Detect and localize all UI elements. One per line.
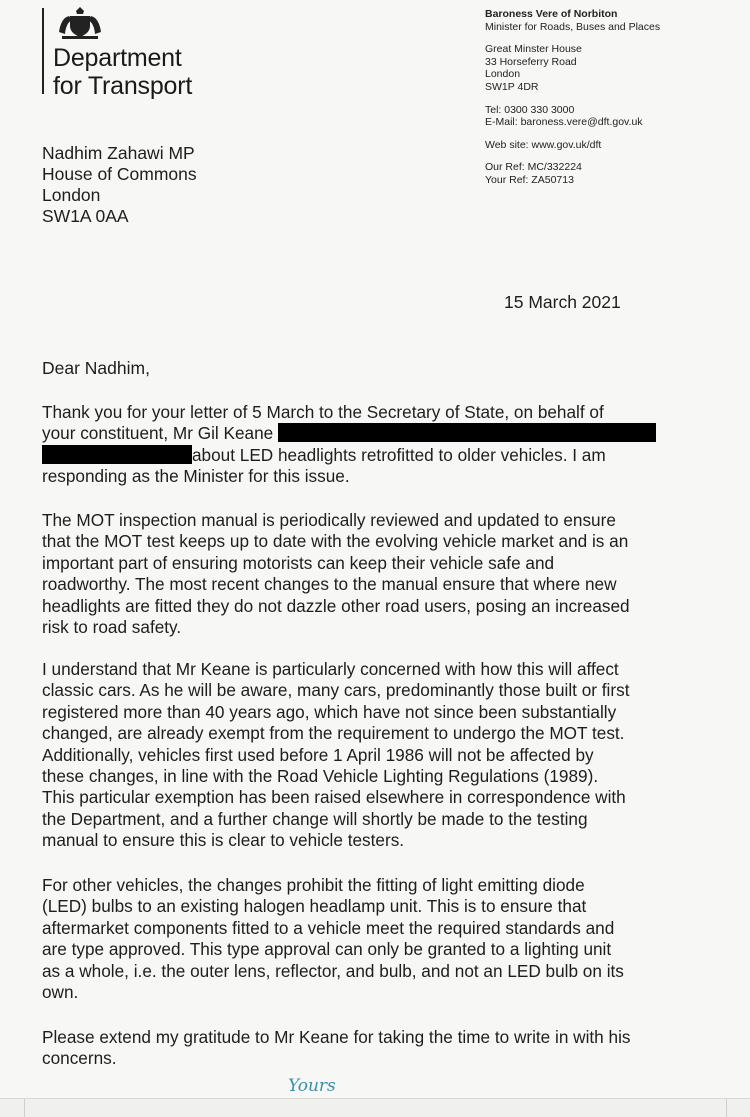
paragraph-line: risk to road safety.	[42, 617, 182, 638]
paragraph-line: I understand that Mr Keane is particularly concerned with how this will affect	[42, 659, 619, 679]
paragraph-line: the Department, and a further change will shortly be made to the testing	[42, 808, 588, 829]
paragraph-line: For other vehicles, the changes prohibit the fitting of light emitting diode	[42, 875, 585, 895]
paragraph-line	[42, 445, 712, 466]
paragraph-line: own.	[42, 982, 79, 1003]
sender-address-line: Great Minster House	[485, 43, 582, 56]
sender-website: Web site: www.gov.uk/dft	[485, 138, 602, 151]
paragraph-3	[42, 659, 712, 852]
recipient-line: London	[42, 185, 101, 205]
paragraph-1	[42, 402, 712, 488]
redaction-bar	[278, 423, 656, 442]
bar-divider	[726, 1099, 727, 1117]
paragraph-line: manual to ensure this is clear to vehicle testers.	[42, 830, 405, 851]
recipient-address	[42, 143, 197, 227]
sender-address-line: SW1P 4DR	[485, 80, 539, 93]
paragraph-line: Thank you for your letter of 5 March to the Secretary of State, on behalf of	[42, 402, 604, 422]
royal-coat-of-arms-icon	[56, 6, 104, 40]
handwritten-closing: Yours	[288, 1076, 336, 1096]
paragraph-line: classic cars. As he will be aware, many cars, predominantly those built or first	[42, 680, 630, 701]
paragraph-line: roadworthy. The most recent changes to the manual ensure that where new	[42, 574, 617, 595]
sender-name: Baroness Vere of Norbiton	[485, 8, 618, 20]
sender-tel: Tel: 0300 330 3000	[485, 103, 575, 116]
department-line-1: Department	[53, 44, 182, 72]
paragraph-line: as a whole, i.e. the outer lens, reflector, and bulb, and not an LED bulb on its	[42, 960, 624, 981]
paragraph-5	[42, 1027, 712, 1070]
paragraph-line: that the MOT test keeps up to date with the evolving vehicle market and is an	[42, 531, 629, 552]
paragraph-2	[42, 510, 712, 638]
paragraph-4	[42, 875, 712, 1003]
letter-date: 15 March 2021	[504, 292, 621, 312]
paragraph-line: responding as the Minister for this issue.	[42, 466, 350, 487]
paragraph-line: Additionally, vehicles first used before 1 April 1986 will not be affected by	[42, 744, 594, 765]
paragraph-line: Please extend my gratitude to Mr Keane for taking the time to write in with his	[42, 1027, 631, 1047]
paragraph-line: This particular exemption has been raised elsewhere in correspondence with	[42, 787, 626, 808]
our-reference: Our Ref: MC/332224	[485, 161, 582, 174]
paragraph-line: changed, are already exempt from the requirement to undergo the MOT test.	[42, 723, 625, 744]
recipient-line: SW1A 0AA	[42, 206, 129, 226]
paragraph-line: are type approved. This type approval can only be granted to a lighting unit	[42, 939, 612, 960]
salutation: Dear Nadhim,	[42, 358, 150, 378]
paragraph-line: aftermarket components fitted to a vehicle meet the required standards and	[42, 917, 615, 938]
sender-block	[485, 8, 660, 187]
sender-address-line: London	[485, 68, 521, 81]
paragraph-line: registered more than 40 years ago, which have not since been substantially	[42, 701, 617, 722]
redaction-bar	[42, 445, 192, 464]
recipient-line: Nadhim Zahawi MP	[42, 143, 195, 163]
your-reference: Your Ref: ZA50713	[485, 173, 574, 186]
paragraph-line	[42, 423, 712, 444]
paragraph-line-text: your constituent, Mr Gil Keane	[42, 423, 274, 444]
paragraph-line: important part of ensuring motorists can keep their vehicle safe and	[42, 552, 555, 573]
paragraph-line: concerns.	[42, 1048, 117, 1069]
viewer-bottom-bar	[0, 1098, 750, 1117]
paragraph-line-text: about LED headlights retrofitted to older vehicles. I am	[192, 444, 606, 465]
paragraph-line: The MOT inspection manual is periodically reviewed and updated to ensure	[42, 510, 616, 530]
paragraph-line: headlights are fitted they do not dazzle other road users, posing an increased	[42, 595, 630, 616]
sender-address-line: 33 Horseferry Road	[485, 55, 577, 68]
paragraph-line: these changes, in line with the Road Vehicle Lighting Regulations (1989).	[42, 766, 599, 787]
sender-title: Minister for Roads, Buses and Places	[485, 20, 661, 33]
letterhead-rule	[42, 8, 44, 94]
paragraph-line: (LED) bulbs to an existing halogen headlamp unit. This is to ensure that	[42, 896, 587, 917]
department-name	[53, 44, 192, 100]
recipient-line: House of Commons	[42, 164, 197, 184]
bar-divider	[24, 1099, 25, 1117]
sender-email: E-Mail: baroness.vere@dft.gov.uk	[485, 116, 643, 129]
department-line-2: for Transport	[53, 72, 193, 100]
